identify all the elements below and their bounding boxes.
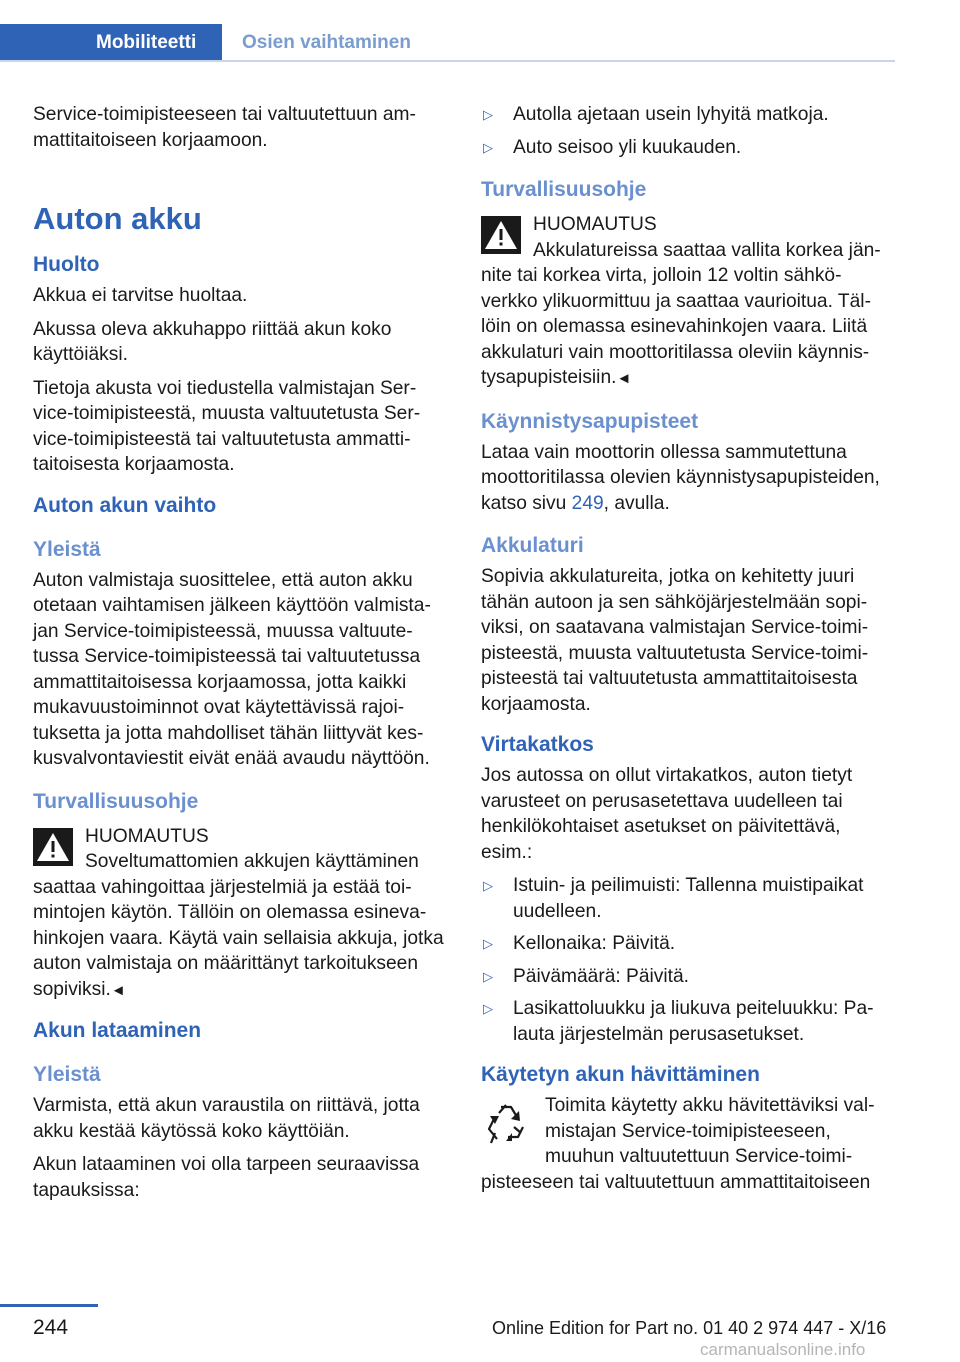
heading-kaynnistysapupisteet: Käynnistysapupisteet [481,409,699,433]
heading-akun-lataaminen: Akun lataaminen [33,1019,202,1042]
list-item: ▷ Kellonaika: Päivitä. [481,931,891,957]
section-title-auton-akku: Auton akku [33,201,202,236]
heading-kaytetyn-akun-havittaminen: Käytetyn akun hävittäminen [481,1063,760,1086]
right-column [481,102,891,1203]
paragraph-huolto-2: Akussa oleva akkuhappo riittää akun koko käyttöiäksi. [33,318,392,365]
intro-text: Service-toimipisteeseen tai valtuutettuun ammattitaitoiseen korjaamoon. [33,104,416,151]
recycle-icon [481,1099,531,1149]
warning-text-right: Akkulatureissa saattaa vallita korkea jännite tai korkea virta, jolloin 12 voltin sähköverkko ylikuormittuu ja saattaa vaurioitua. Tällöin on olemassa esinevahinkojen vaara. Liitä akkulaturi vain moottoritilassa oleviin käynnistysapupisteisiin.◄ [481,239,881,388]
tab-mobiliteetti[interactable]: Mobiliteetti [0,24,222,62]
warning-icon [33,828,73,866]
page-number: 244 [33,1316,69,1339]
paragraph-huolto-3: Tietoja akusta voi tiedustella valmistajan Service-toimipisteestä, muusta valtuutetusta Service-toimipisteestä tai valtuutetusta ammattitaitoisesta korjaamosta. [33,377,421,475]
warning-title-left: HUOMAUTUS [85,825,209,847]
paragraph-huolto-1: Akkua ei tarvitse huoltaa. [33,285,248,306]
header-divider [0,60,895,62]
list-item: ▷ Lasikattoluukku ja liukuva peiteluukku: Palauta järjestelmän perusasetukset. [483,998,874,1045]
paragraph-virtakatkos: Jos autossa on ollut virtakatkos, auton tietyt varusteet on perusasetettava uudelleen tai henkilökohtaiset asetukset on päivitettävä, esim.: [481,765,853,863]
heading-turvallisuusohje-left: Turvallisuusohje [33,789,199,813]
paragraph-havittaminen: Toimita käytetty akku hävitettäviksi valmistajan Service-toimipisteeseen, muuhun valtuutettuun Service-toimipisteeseen tai valtuutettuun ammattitaitoiseen [481,1095,875,1193]
paragraph-lataus-1: Varmista, että akun varaustila on riittävä, jotta akku kestää käytössä koko käyttöiän. [33,1095,420,1142]
warning-title-right: HUOMAUTUS [533,214,657,235]
triangle-bullet-icon: ▷ [483,139,493,155]
list-item: ▷ Auto seisoo yli kuukauden. [481,135,891,161]
heading-virtakatkos: Virtakatkos [481,733,594,756]
heading-yleista-vaihto: Yleistä [33,537,101,561]
page-link-249[interactable]: 249 [571,492,604,514]
warning-icon [481,216,521,254]
page-number-underline [0,1304,98,1307]
recycling-block [481,1093,891,1195]
list-lataus-tapaukset [481,102,891,160]
edition-text: Online Edition for Part no. 01 40 2 974 447 - X/16 [492,1318,887,1338]
watermark: carmanualsonline.info [700,1340,866,1359]
triangle-bullet-icon: ▷ [483,878,493,893]
triangle-bullet-icon: ▷ [483,1001,493,1016]
left-column [33,102,445,1211]
heading-huolto: Huolto [33,253,100,276]
paragraph-vaihto: Auton valmistaja suosittelee, että auton akku otetaan vaihtamisen jälkeen käyttöön valmistajan Service-toimipisteessä, muussa valtuutetussa Service-toimipisteessä tai valtuutetussa ammattitaitoisessa korjaamossa, jotta kaikki mukavuustoiminnot ovat käytettävissä rajoituksetta ja jotta mahdolliset tähän liittyvät keskusvalvontaviestit eivät enää avaudu näyttöön. [33,569,431,769]
heading-akkulaturi: Akkulaturi [481,534,584,557]
heading-auton-akun-vaihto: Auton akun vaihto [33,493,217,517]
triangle-bullet-icon: ▷ [483,107,493,122]
list-item: ▷ Istuin- ja peilimuisti: Tallenna muistipaikat uudelleen. [483,875,864,922]
heading-yleista-lataus: Yleistä [33,1063,101,1086]
paragraph-lataus-2: Akun lataaminen voi olla tarpeen seuraavissa tapauksissa: [33,1154,420,1201]
paragraph-akkulaturi: Sopivia akkulatureita, jotka on kehitetty juuri tähän autoon ja sen sähköjärjestelmään sopiviksi, on saatavana valmistajan Service-toimipisteestä, muusta valtuutetusta Service-toimipisteestä tai valtuutetusta ammattitaitoisesta korjaamosta. [481,566,869,715]
tab-osien-vaihtaminen[interactable]: Osien vaihtaminen [242,32,411,53]
list-item: ▷ Autolla ajetaan usein lyhyitä matkoja. [481,102,891,128]
triangle-bullet-icon: ▷ [483,936,493,951]
paragraph-kaynnistysapupisteet: Lataa vain moottorin ollessa sammutettuna moottoritilassa olevien käynnistysapupisteiden, katso sivu 249, avulla. [481,441,880,514]
list-item: ▷ Päivämäärä: Päivitä. [481,964,891,990]
heading-turvallisuusohje-right: Turvallisuusohje [481,178,647,201]
list-virtakatkos [481,873,891,1047]
warning-block-right [481,212,891,392]
warning-block-left [33,824,445,1004]
warning-text-left: Soveltumattomien akkujen käyttäminen saattaa vahingoittaa järjestelmiä ja estää toimintojen käytön. Tällöin on olemassa esinevahinkojen vaara. Käytä vain sellaisia akkuja, jotka auton valmistaja on määrittänyt tarkoitukseen sopiviksi.◄ [33,851,444,1000]
triangle-bullet-icon: ▷ [483,968,493,984]
end-mark-icon: ◄ [616,370,632,387]
end-mark-icon: ◄ [110,981,126,999]
